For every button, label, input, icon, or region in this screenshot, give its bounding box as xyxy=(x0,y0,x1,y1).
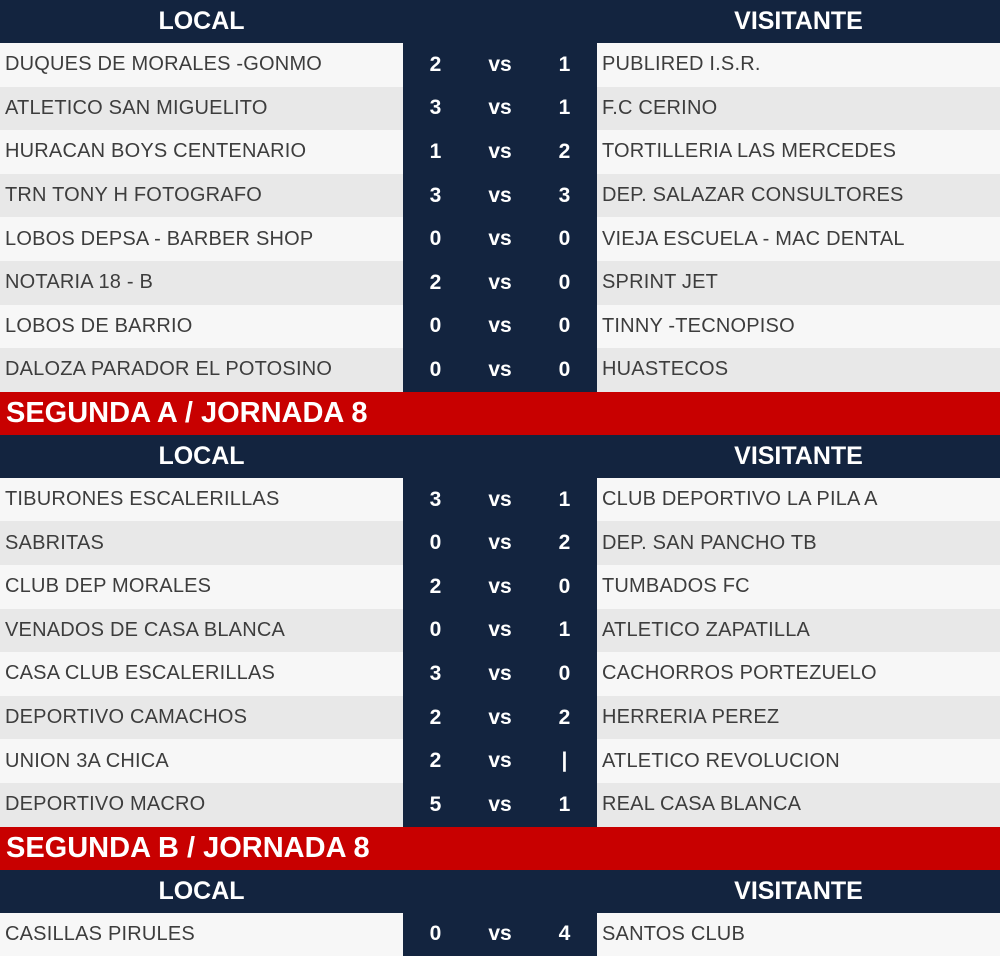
away-score: 4 xyxy=(558,922,571,946)
vs-label: vs xyxy=(488,96,512,120)
home-score: 0 xyxy=(429,227,442,251)
vs-label: vs xyxy=(488,52,512,76)
vs-label: vs xyxy=(488,357,512,381)
vs-label: vs xyxy=(488,183,512,207)
score-box xyxy=(403,783,597,827)
vs-label: vs xyxy=(488,705,512,729)
vs-label: vs xyxy=(488,227,512,251)
score-box xyxy=(403,348,597,392)
home-score: 0 xyxy=(429,922,442,946)
away-team: CLUB DEPORTIVO LA PILA A xyxy=(597,478,1000,522)
home-score: 0 xyxy=(429,531,442,555)
home-team: ATLETICO SAN MIGUELITO xyxy=(0,87,403,131)
away-team: CACHORROS PORTEZUELO xyxy=(597,652,1000,696)
away-score: 1 xyxy=(558,52,571,76)
away-team: PUBLIRED I.S.R. xyxy=(597,43,1000,87)
home-team: CASILLAS PIRULES xyxy=(0,913,403,957)
home-team: TRN TONY H FOTOGRAFO xyxy=(0,174,403,218)
home-team: DUQUES DE MORALES -GONMO xyxy=(0,43,403,87)
score-box xyxy=(403,478,597,522)
away-score: 0 xyxy=(558,314,571,338)
away-score: 2 xyxy=(558,139,571,163)
home-score: 2 xyxy=(429,270,442,294)
away-score: 0 xyxy=(558,270,571,294)
score-box xyxy=(403,130,597,174)
home-team: SABRITAS xyxy=(0,521,403,565)
away-team: DEP. SALAZAR CONSULTORES xyxy=(597,174,1000,218)
home-team: LOBOS DEPSA - BARBER SHOP xyxy=(0,217,403,261)
away-team: DEP. SAN PANCHO TB xyxy=(597,521,1000,565)
visitante-header: VISITANTE xyxy=(734,441,863,470)
away-team: TINNY -TECNOPISO xyxy=(597,305,1000,349)
away-team: ATLETICO REVOLUCION xyxy=(597,739,1000,783)
vs-label: vs xyxy=(488,270,512,294)
away-team: TUMBADOS FC xyxy=(597,565,1000,609)
home-team: DEPORTIVO CAMACHOS xyxy=(0,696,403,740)
score-box xyxy=(403,913,597,957)
home-team: CASA CLUB ESCALERILLAS xyxy=(0,652,403,696)
home-team: NOTARIA 18 - B xyxy=(0,261,403,305)
score-box xyxy=(403,305,597,349)
vs-label: vs xyxy=(488,749,512,773)
home-score: 5 xyxy=(429,792,442,816)
column-header xyxy=(0,0,1000,43)
away-score: | xyxy=(561,749,568,773)
away-team: ATLETICO ZAPATILLA xyxy=(597,609,1000,653)
vs-label: vs xyxy=(488,618,512,642)
vs-label: vs xyxy=(488,139,512,163)
local-header: LOCAL xyxy=(158,876,245,905)
away-team: REAL CASA BLANCA xyxy=(597,783,1000,827)
local-header: LOCAL xyxy=(158,441,245,470)
home-team: DALOZA PARADOR EL POTOSINO xyxy=(0,348,403,392)
score-box xyxy=(403,696,597,740)
column-header xyxy=(0,435,1000,478)
home-score: 2 xyxy=(429,52,442,76)
score-box xyxy=(403,43,597,87)
home-score: 2 xyxy=(429,749,442,773)
home-score: 3 xyxy=(429,487,442,511)
section-title: SEGUNDA B / JORNADA 8 xyxy=(0,827,1000,870)
home-score: 0 xyxy=(429,618,442,642)
match-row xyxy=(0,783,1000,827)
away-team: HUASTECOS xyxy=(597,348,1000,392)
away-team: SANTOS CLUB xyxy=(597,913,1000,957)
match-row xyxy=(0,217,1000,261)
home-score: 0 xyxy=(429,314,442,338)
away-team: VIEJA ESCUELA - MAC DENTAL xyxy=(597,217,1000,261)
match-row xyxy=(0,87,1000,131)
away-score: 0 xyxy=(558,357,571,381)
match-row xyxy=(0,521,1000,565)
away-score: 2 xyxy=(558,531,571,555)
vs-label: vs xyxy=(488,487,512,511)
match-row xyxy=(0,739,1000,783)
home-score: 3 xyxy=(429,661,442,685)
home-score: 1 xyxy=(429,139,442,163)
home-score: 3 xyxy=(429,183,442,207)
match-row xyxy=(0,305,1000,349)
match-row xyxy=(0,130,1000,174)
score-box xyxy=(403,87,597,131)
home-team: CLUB DEP MORALES xyxy=(0,565,403,609)
home-team: HURACAN BOYS CENTENARIO xyxy=(0,130,403,174)
score-box xyxy=(403,261,597,305)
match-row xyxy=(0,348,1000,392)
away-score: 1 xyxy=(558,792,571,816)
home-team: UNION 3A CHICA xyxy=(0,739,403,783)
away-score: 0 xyxy=(558,227,571,251)
away-score: 1 xyxy=(558,96,571,120)
home-team: VENADOS DE CASA BLANCA xyxy=(0,609,403,653)
home-score: 0 xyxy=(429,357,442,381)
match-row xyxy=(0,565,1000,609)
vs-label: vs xyxy=(488,661,512,685)
vs-label: vs xyxy=(488,314,512,338)
away-score: 2 xyxy=(558,705,571,729)
score-box xyxy=(403,609,597,653)
match-row xyxy=(0,913,1000,957)
away-score: 3 xyxy=(558,183,571,207)
away-score: 1 xyxy=(558,618,571,642)
away-team: HERRERIA PEREZ xyxy=(597,696,1000,740)
local-header: LOCAL xyxy=(158,7,245,35)
match-row xyxy=(0,43,1000,87)
home-score: 2 xyxy=(429,574,442,598)
home-team: TIBURONES ESCALERILLAS xyxy=(0,478,403,522)
away-score: 1 xyxy=(558,487,571,511)
away-team: TORTILLERIA LAS MERCEDES xyxy=(597,130,1000,174)
away-team: F.C CERINO xyxy=(597,87,1000,131)
vs-label: vs xyxy=(488,792,512,816)
match-row xyxy=(0,609,1000,653)
score-box xyxy=(403,174,597,218)
match-row xyxy=(0,261,1000,305)
match-row xyxy=(0,696,1000,740)
home-score: 2 xyxy=(429,705,442,729)
section-title: SEGUNDA A / JORNADA 8 xyxy=(0,392,1000,435)
column-header xyxy=(0,870,1000,913)
score-box xyxy=(403,739,597,783)
match-row xyxy=(0,478,1000,522)
away-score: 0 xyxy=(558,661,571,685)
score-box xyxy=(403,652,597,696)
home-score: 3 xyxy=(429,96,442,120)
visitante-header: VISITANTE xyxy=(734,876,863,905)
vs-label: vs xyxy=(488,531,512,555)
away-team: SPRINT JET xyxy=(597,261,1000,305)
match-row xyxy=(0,652,1000,696)
visitante-header: VISITANTE xyxy=(734,7,863,35)
vs-label: vs xyxy=(488,922,512,946)
score-box xyxy=(403,565,597,609)
away-score: 0 xyxy=(558,574,571,598)
home-team: LOBOS DE BARRIO xyxy=(0,305,403,349)
score-box xyxy=(403,217,597,261)
match-row xyxy=(0,174,1000,218)
home-team: DEPORTIVO MACRO xyxy=(0,783,403,827)
score-box xyxy=(403,521,597,565)
vs-label: vs xyxy=(488,574,512,598)
